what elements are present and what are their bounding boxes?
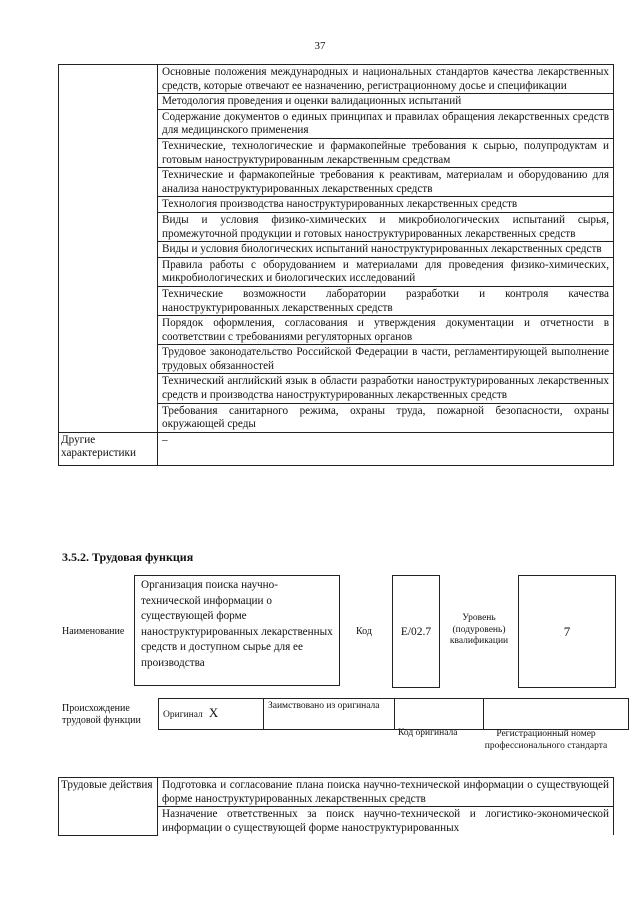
knowledge-item: Методология проведения и оценки валидационных испытаний (158, 94, 614, 110)
table-row (59, 432, 614, 465)
knowledge-item: Виды и условия физико-химических и микробиологических испытаний сырья, промежуточной продукции и готовых наноструктурированных лекарственных средств (158, 212, 614, 241)
knowledge-item: Технология производства наноструктурированных лекарственных средств (158, 197, 614, 213)
page-number: 37 (314, 40, 326, 52)
reg-number-caption: Регистрационный номер профессионального стандарта (484, 729, 608, 751)
name-label: Наименование (62, 626, 125, 637)
knowledge-table (58, 64, 614, 466)
code-label: Код (356, 626, 372, 637)
level-value: 7 (518, 575, 616, 688)
table-row (59, 65, 614, 94)
original-mark: Х (208, 705, 219, 720)
knowledge-item: Технические, технологические и фармакопейные требования к сырью, полупродуктам и готовым наноструктурированным лекарственным средствам (158, 138, 614, 167)
original-label: Оригинал (163, 710, 203, 720)
labor-action-item: Подготовка и согласование плана поиска научно-технической информации о существующей форме наноструктурированных лекарственных средств (158, 778, 614, 807)
knowledge-item: Технические возможности лаборатории разработки и контроля качества наноструктурированных лекарственных средств (158, 286, 614, 315)
knowledge-item: Технический английский язык в области разработки наноструктурированных лекарственных средств и производства наноструктурированных лекарственных средств (158, 374, 614, 403)
knowledge-item: Требования санитарного режима, охраны труда, пожарной безопасности, охраны окружающей среды (158, 403, 614, 432)
origin-table (158, 698, 629, 730)
other-value: – (158, 432, 614, 465)
reg-number-cell (484, 699, 629, 730)
knowledge-item: Виды и условия биологических испытаний наноструктурированных лекарственных средств (158, 242, 614, 258)
labor-actions-label: Трудовые действия (59, 778, 158, 836)
knowledge-item: Правила работы с оборудованием и материалами для проведения физико-химических, микробиологических и биологических исследований (158, 257, 614, 286)
level-label: Уровень (подуровень) квалификации (449, 613, 509, 646)
code-original-caption: Код оригинала (398, 728, 458, 738)
knowledge-item: Содержание документов о единых принципах и правилах обращения лекарственных средств для медицинского применения (158, 109, 614, 138)
original-cell (159, 699, 264, 730)
knowledge-item: Основные положения международных и национальных стандартов качества лекарственных средств, которые отвечают ее назначению, регистрационному досье и спецификации (158, 65, 614, 94)
origin-label: Происхождение трудовой функции (62, 703, 141, 726)
code-original-cell (395, 699, 484, 730)
section-title: 3.5.2. Трудовая функция (62, 550, 194, 564)
knowledge-item: Технические и фармакопейные требования к реактивам, материалам и оборудованию для анализа наноструктурированных лекарственных средств (158, 168, 614, 197)
labor-action-item: Назначение ответственных за поиск научно-технической и логистико-экономической информации о существующей форме наноструктурированных (158, 807, 614, 836)
borrowed-cell: Заимствовано из оригинала (264, 699, 395, 730)
knowledge-item: Порядок оформления, согласования и утверждения документации и отчетности в соответствии с требованиями регуляторных органов (158, 316, 614, 345)
row-label-cell (59, 65, 158, 433)
table-row (59, 778, 614, 807)
knowledge-item: Трудовое законодательство Российской Федерации в части, регламентирующей выполнение трудовых обязанностей (158, 345, 614, 374)
code-value: E/02.7 (392, 575, 440, 688)
other-label: Другие характеристики (59, 432, 158, 465)
labor-actions-table (58, 777, 614, 836)
function-name-box: Организация поиска научно-технической информации о существующей форме наноструктурированных лекарственных средств и доступном сырье для ее производства (134, 575, 340, 686)
